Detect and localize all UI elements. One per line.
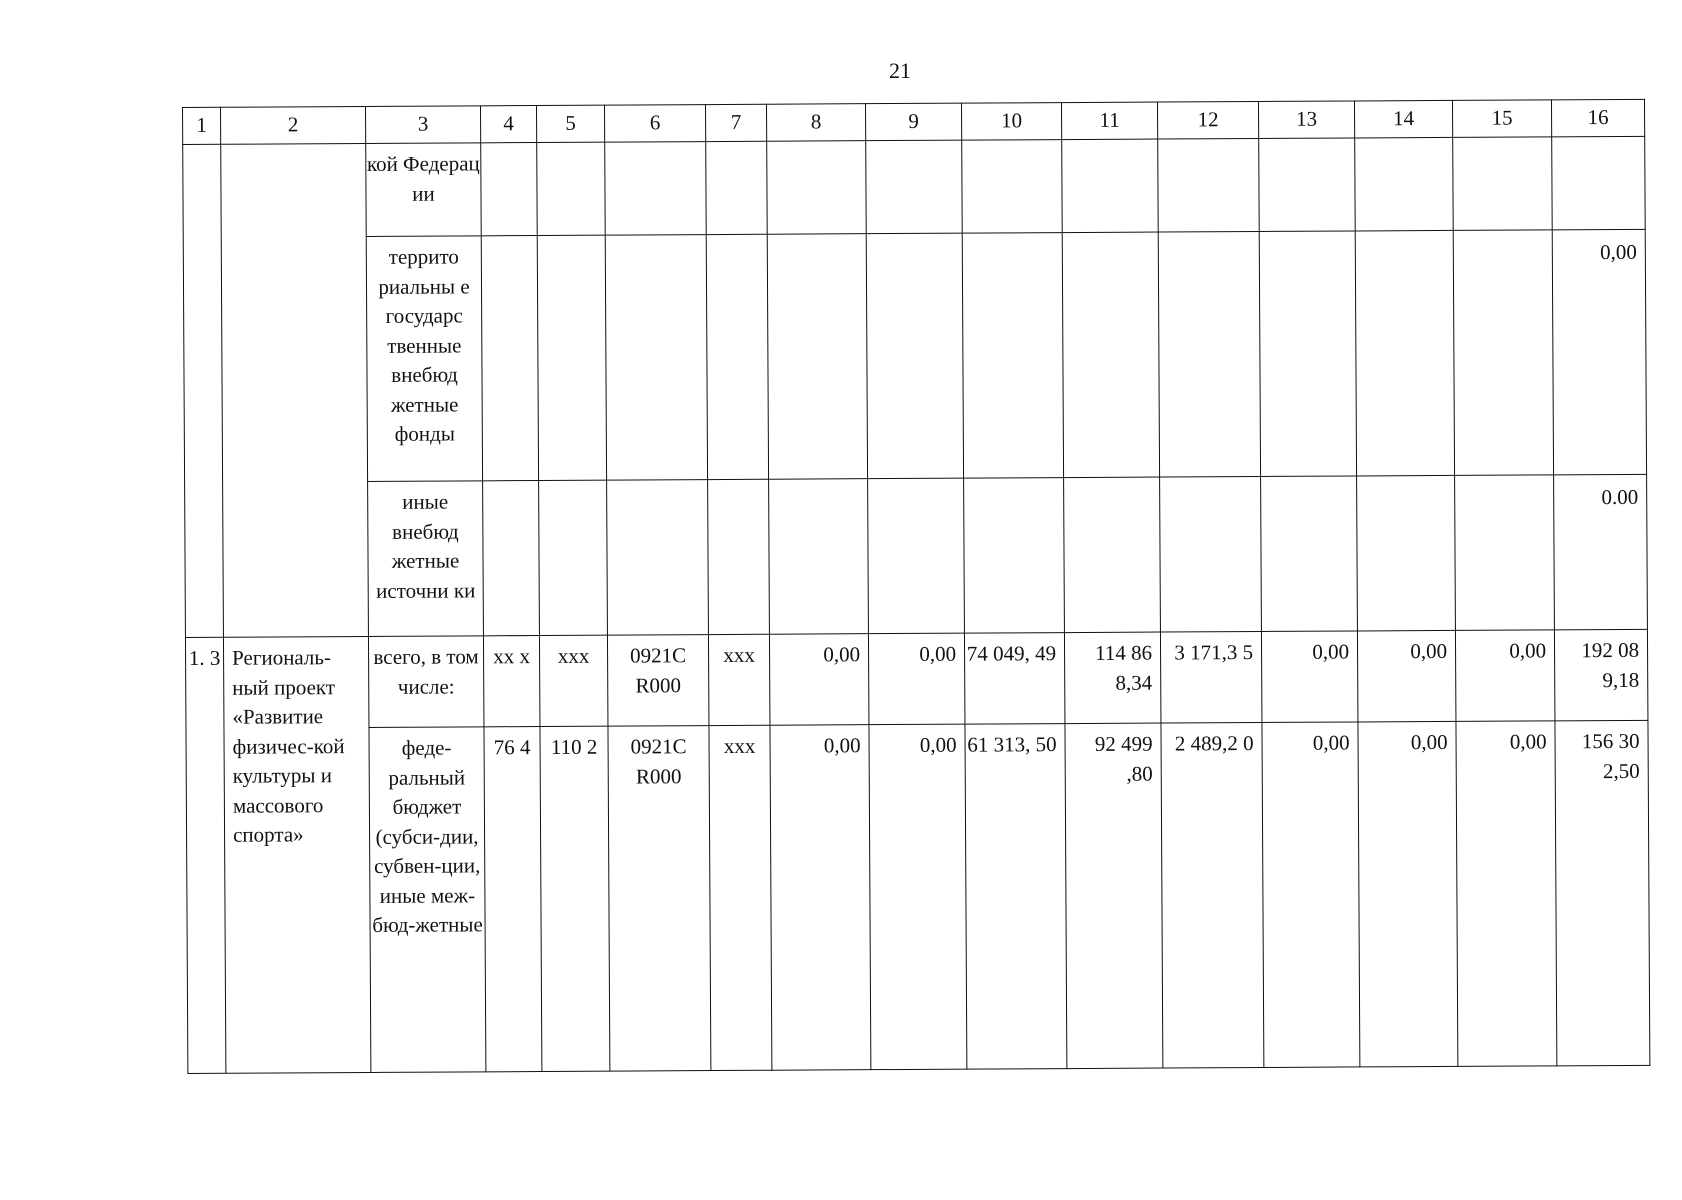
code-grbs: 76 4 (484, 727, 542, 1072)
value-col-15: 0,00 (1456, 721, 1557, 1067)
value-col-11: 114 86 8,34 (1064, 632, 1161, 724)
value-col-15: 0,00 (1455, 630, 1555, 722)
cell (1453, 137, 1553, 231)
cell (1259, 138, 1356, 232)
value-col-12: 2 489,2 0 (1161, 722, 1264, 1068)
header-col-4: 4 (480, 106, 536, 143)
cell (706, 234, 768, 479)
cell (706, 141, 768, 234)
table-row (183, 136, 1645, 237)
total-value: 0.00 (1554, 474, 1648, 630)
cell (767, 234, 867, 480)
cell (962, 140, 1063, 234)
page-number: 21 (889, 58, 911, 83)
cell (868, 478, 965, 634)
cell (964, 478, 1065, 634)
header-col-13: 13 (1258, 101, 1354, 139)
header-col-6: 6 (604, 105, 705, 143)
cell (1160, 476, 1262, 632)
cell (1455, 475, 1555, 631)
header-col-3: 3 (365, 106, 480, 144)
header-col-9: 9 (865, 103, 961, 141)
cell (1064, 477, 1161, 633)
code-target: 0921C R000 (607, 635, 709, 727)
cell (1355, 137, 1454, 231)
header-col-5: 5 (536, 105, 604, 142)
budget-table-container (182, 99, 1649, 1065)
table-row (185, 629, 1647, 728)
item-number: 1. 3 (185, 637, 225, 1073)
cell (605, 235, 707, 481)
cell (607, 480, 709, 636)
table-row (183, 229, 1646, 482)
cell (1357, 475, 1456, 631)
cell-col-2 (221, 143, 369, 637)
cell (1261, 476, 1358, 632)
value-col-8: 0,00 (770, 725, 871, 1071)
header-col-15: 15 (1452, 100, 1551, 138)
value-col-9: 0,00 (869, 724, 967, 1070)
cell (537, 235, 606, 480)
code-section: xxx (539, 635, 608, 726)
cell (962, 233, 1063, 479)
cell (483, 481, 540, 636)
cell (1453, 230, 1553, 476)
source-label: всего, в том числе: (368, 636, 484, 728)
header-col-8: 8 (766, 104, 865, 142)
cell (708, 479, 770, 634)
source-label: иные внебюд жетные источни ки (368, 481, 484, 637)
source-label: террито риальны е государс твенные внебюд жетные фонды (366, 236, 482, 482)
cell (539, 480, 608, 635)
cell (866, 233, 963, 479)
cell-col-1 (183, 144, 224, 637)
code-grbs: xx x (483, 636, 540, 727)
header-col-11: 11 (1061, 102, 1157, 140)
cell (1158, 138, 1260, 232)
cell (767, 141, 867, 235)
value-col-13: 0,00 (1261, 631, 1358, 723)
cell (1355, 230, 1454, 476)
total-value: 0,00 (1552, 229, 1646, 475)
code-type: xxx (709, 725, 772, 1070)
value-col-11: 92 499 ,80 (1065, 723, 1163, 1069)
table-row (185, 474, 1648, 637)
code-type: xxx (708, 634, 770, 725)
cell (537, 142, 606, 235)
value-col-8: 0,00 (769, 634, 869, 726)
value-col-12: 3 171,3 5 (1160, 631, 1262, 723)
total-value: 192 08 9,18 (1554, 629, 1648, 721)
header-col-7: 7 (705, 104, 766, 141)
budget-table (182, 99, 1650, 1074)
cell (605, 142, 707, 236)
header-col-10: 10 (961, 103, 1061, 141)
header-col-1: 1 (183, 107, 221, 144)
cell (866, 140, 963, 234)
header-col-14: 14 (1354, 100, 1452, 138)
cell (1552, 136, 1646, 230)
table-row (186, 720, 1650, 1073)
value-col-14: 0,00 (1358, 721, 1458, 1067)
value-col-10: 61 313, 50 (965, 724, 1067, 1070)
total-value: 156 30 2,50 (1555, 720, 1650, 1066)
cell (1062, 139, 1159, 233)
source-label: кой Федерац ии (366, 143, 482, 237)
cell (1259, 231, 1356, 477)
cell (769, 479, 869, 635)
value-col-13: 0,00 (1262, 722, 1360, 1068)
cell (1158, 231, 1260, 477)
code-target: 0921C R000 (608, 726, 711, 1072)
project-name: Региональ-ный проект «Развитие физичес-кой культуры и массового спорта» (223, 636, 370, 1073)
cell (481, 143, 538, 236)
cell (1062, 232, 1159, 478)
value-col-14: 0,00 (1357, 630, 1456, 722)
source-label: феде-ральный бюджет (субси-дии, субвен-ции, иные меж-бюд-жетные (369, 727, 486, 1073)
header-col-2: 2 (221, 106, 366, 144)
code-section: 110 2 (540, 726, 610, 1071)
value-col-9: 0,00 (868, 633, 965, 725)
header-col-12: 12 (1157, 101, 1258, 139)
cell (481, 236, 538, 481)
value-col-10: 74 049, 49 (964, 633, 1065, 725)
header-col-16: 16 (1551, 99, 1644, 137)
